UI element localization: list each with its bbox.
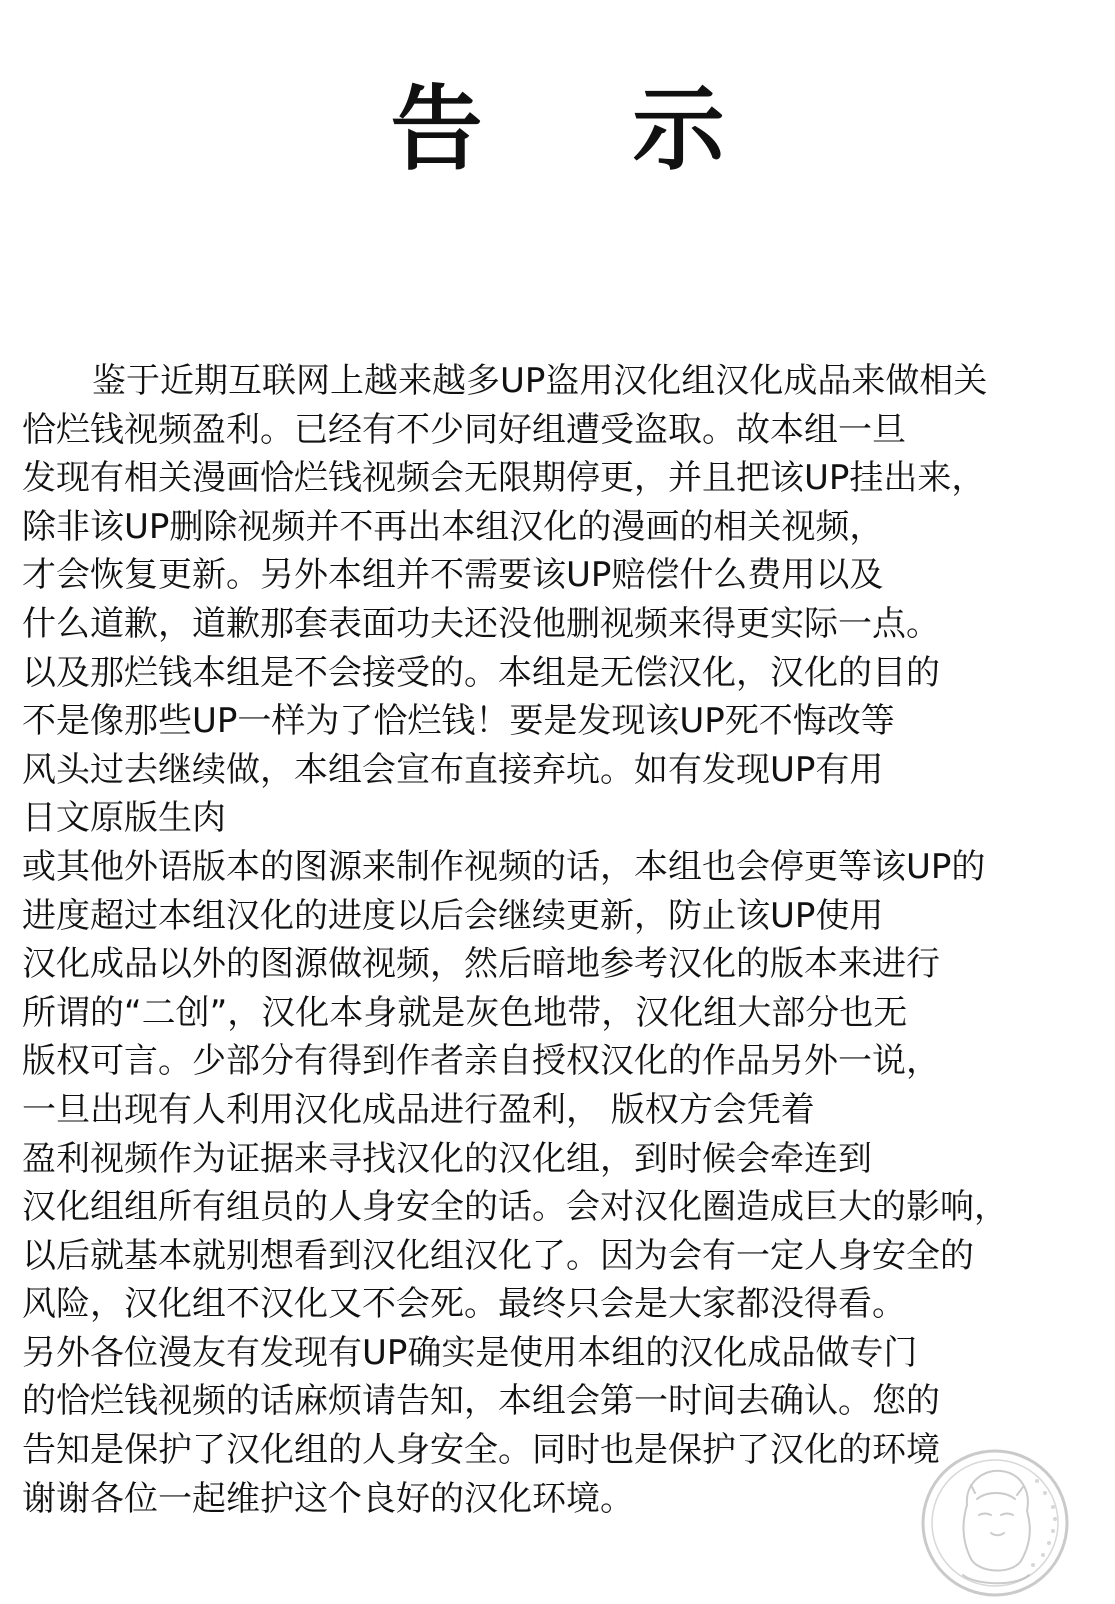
notice-line: 一旦出现有人利用汉化成品进行盈利， 版权方会凭着 bbox=[22, 1089, 815, 1130]
notice-line: 另外各位漫友有发现有UP确实是使用本组的汉化成品做专门 bbox=[22, 1332, 918, 1373]
notice-line: 进度超过本组汉化的进度以后会继续更新，防止该UP使用 bbox=[22, 895, 884, 936]
notice-line: 鉴于近期互联网上越来越多UP盗用汉化组汉化成品来做相关 bbox=[92, 361, 988, 401]
notice-line: 以后就基本就别想看到汉化组汉化了。因为会有一定人身安全的 bbox=[22, 1235, 974, 1276]
notice-line: 什么道歉，道歉那套表面功夫还没他删视频来得更实际一点。 bbox=[22, 603, 940, 644]
title-char-right: 示 bbox=[632, 76, 725, 183]
notice-line: 风头过去继续做，本组会宣布直接弃坑。如有发现UP有用 bbox=[22, 749, 884, 790]
notice-line: 才会恢复更新。另外本组并不需要该UP赔偿什么费用以及 bbox=[22, 555, 884, 596]
notice-line: 或其他外语版本的图源来制作视频的话，本组也会停更等该UP的 bbox=[22, 846, 986, 887]
notice-line: 所谓的“二创”，汉化本身就是灰色地带，汉化组大部分也无 bbox=[22, 992, 908, 1033]
circular-girl-stamp-icon bbox=[905, 1435, 1075, 1600]
notice-line: 汉化成品以外的图源做视频，然后暗地参考汉化的版本来进行 bbox=[22, 944, 940, 985]
title-char-left: 告 bbox=[390, 76, 483, 183]
notice-line: 恰烂钱视频盈利。已经有不少同好组遭受盗取。故本组一旦 bbox=[22, 409, 906, 450]
notice-line: 发现有相关漫画恰烂钱视频会无限期停更，并且把该UP挂出来， bbox=[22, 458, 986, 499]
notice-line: 风险，汉化组不汉化又不会死。最终只会是大家都没得看。 bbox=[22, 1284, 906, 1325]
notice-line: 除非该UP删除视频并不再出本组汉化的漫画的相关视频， bbox=[22, 506, 884, 547]
notice-line: 告知是保护了汉化组的人身安全。同时也是保护了汉化的环境 bbox=[22, 1430, 940, 1471]
notice-line: 的恰烂钱视频的话麻烦请告知，本组会第一时间去确认。您的 bbox=[22, 1381, 940, 1422]
notice-line: 版权可言。少部分有得到作者亲自授权汉化的作品另外一说， bbox=[22, 1041, 940, 1082]
notice-line: 汉化组组所有组员的人身安全的话。会对汉化圈造成巨大的影响， bbox=[22, 1187, 1008, 1228]
notice-body bbox=[22, 357, 1102, 1523]
notice-line: 日文原版生肉 bbox=[22, 798, 226, 839]
notice-title bbox=[0, 70, 1115, 190]
stamp-drawing bbox=[905, 1435, 1075, 1600]
notice-line: 不是像那些UP一样为了恰烂钱！要是发现该UP死不悔改等 bbox=[22, 701, 895, 742]
notice-line: 以及那烂钱本组是不会接受的。本组是无偿汉化，汉化的目的 bbox=[22, 652, 940, 693]
notice-line: 谢谢各位一起维护这个良好的汉化环境。 bbox=[22, 1478, 634, 1519]
notice-line: 盈利视频作为证据来寻找汉化的汉化组，到时候会牵连到 bbox=[22, 1138, 872, 1179]
